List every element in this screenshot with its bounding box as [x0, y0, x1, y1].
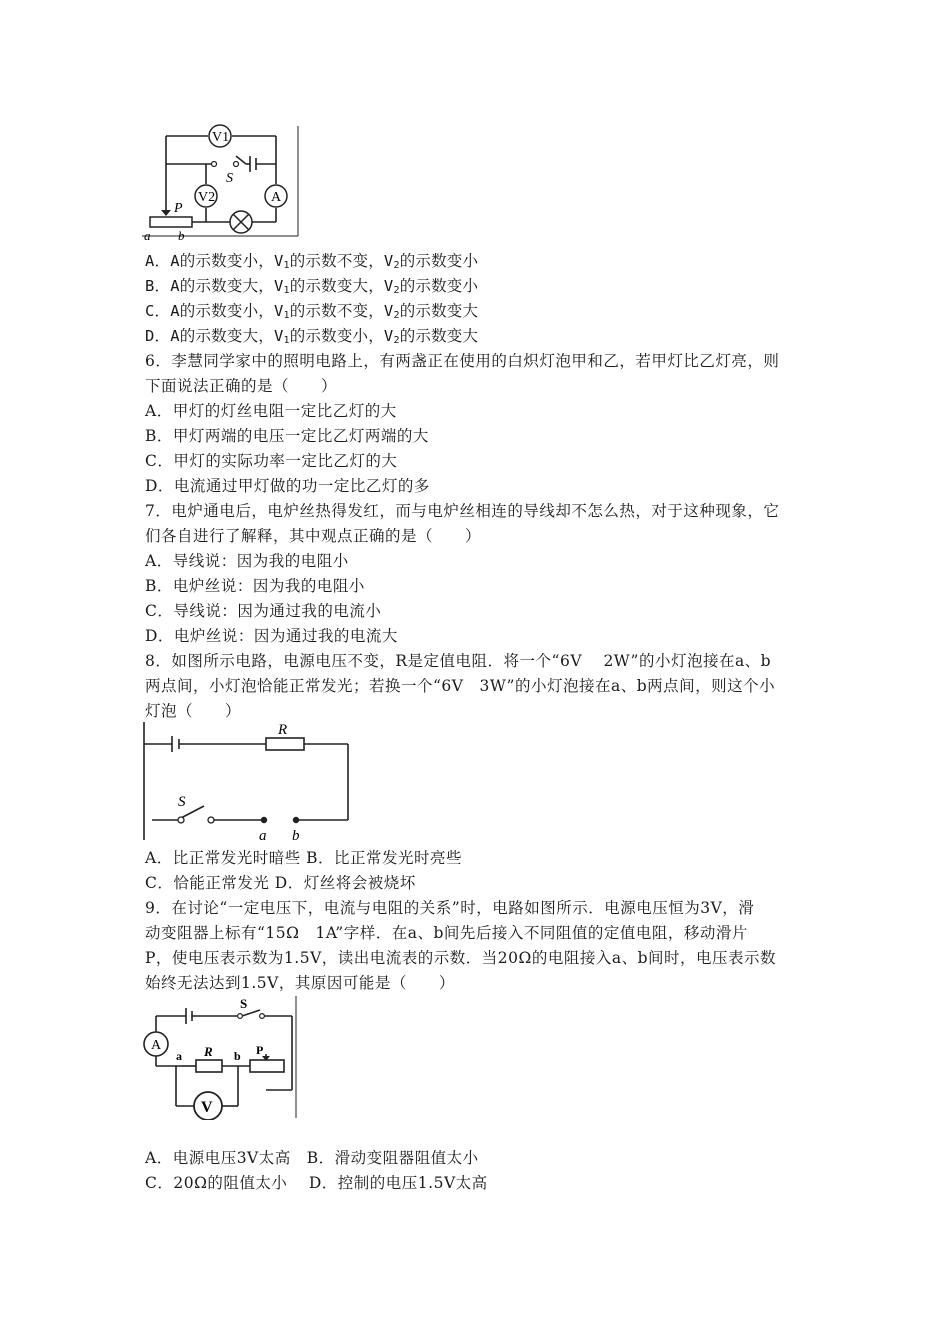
- q5-option-d: D．A的示数变大，$V_1$的示数变小，$V_2$的示数变大: [145, 327, 479, 346]
- q9-stem-line2: 动变阻器上标有“15Ω 1A”字样．在a、b间先后接入不同阻值的定值电阻，移动滑片: [145, 924, 748, 942]
- q9-label-a-meter: A: [151, 1038, 162, 1053]
- label-switch: S: [226, 171, 233, 186]
- q8-label-b: b: [292, 828, 300, 844]
- q8-stem-line2: 两点间，小灯泡恰能正常发光；若换一个“6V 3W”的小灯泡接在a、b两点间，则这个小: [145, 677, 776, 695]
- q8-options-cd: C．恰能正常发光 D．灯丝将会被烧坏: [145, 874, 416, 892]
- q6-stem-line2: 下面说法正确的是（ ）: [145, 377, 338, 395]
- q6-option-c: C．甲灯的实际功率一定比乙灯的大: [145, 452, 398, 470]
- q9-label-b: b: [234, 1049, 241, 1063]
- q9-stem-line1: 9．在讨论“一定电压下，电流与电阻的关系”时，电路如图所示．电源电压恒为3V，滑: [145, 899, 755, 917]
- q9-label-s: S: [240, 996, 248, 1011]
- q9-label-r: R: [204, 1044, 213, 1059]
- q7-stem-line2: 们各自进行了解释，其中观点正确的是（ ）: [145, 527, 482, 545]
- q8-stem-line1: 8．如图所示电路，电源电压不变，R是定值电阻．将一个“6V 2W”的小灯泡接在a、b: [145, 652, 772, 670]
- q8-label-s: S: [178, 794, 186, 810]
- q7-option-a: A．导线说：因为我的电阻小: [145, 552, 349, 570]
- q7-option-b: B．电炉丝说：因为我的电阻小: [145, 577, 365, 595]
- q9-label-v: V: [201, 1099, 213, 1116]
- q9-options-cd: C．20Ω的阻值太小 D．控制的电压1.5V太高: [145, 1174, 488, 1192]
- q7-option-d: D．电炉丝说：因为通过我的电流大: [145, 627, 398, 645]
- label-end-b: b: [178, 228, 185, 242]
- label-slider: P: [174, 201, 183, 216]
- q9-stem-line4: 始终无法达到1.5V，其原因可能是（ ）: [145, 974, 455, 992]
- q5-option-a: A．A的示数变小，$V_1$的示数不变，$V_2$的示数变小: [145, 252, 479, 271]
- q9-options-ab: A．电源电压3V太高 B．滑动变阻器阻值太小: [145, 1149, 479, 1167]
- q9-label-a: a: [176, 1049, 182, 1063]
- q9-label-p: P: [256, 1043, 264, 1057]
- label-end-a: a: [144, 228, 151, 242]
- q5-option-c: C．A的示数变小，$V_1$的示数不变，$V_2$的示数变大: [145, 302, 479, 321]
- circuit-figure-q5: [140, 124, 300, 242]
- q6-stem-line1: 6．李慧同学家中的照明电路上，有两盏正在使用的白炽灯泡甲和乙，若甲灯比乙灯亮，则: [145, 352, 780, 370]
- label-v1: V1: [212, 130, 230, 145]
- q9-stem-line3: P，使电压表示数为1.5V，读出电流表的示数．当20Ω的电阻接入a、b间时，电压表示数: [145, 949, 777, 967]
- q8-stem-line3: 灯泡（ ）: [145, 702, 242, 720]
- q7-option-c: C．导线说：因为通过我的电流小: [145, 602, 382, 620]
- q6-option-b: B．甲灯两端的电压一定比乙灯两端的大: [145, 427, 429, 445]
- q6-option-a: A．甲灯的灯丝电阻一定比乙灯的大: [145, 402, 397, 420]
- label-v2: V2: [198, 190, 216, 205]
- q8-label-r: R: [278, 722, 288, 738]
- q8-options-ab: A．比正常发光时暗些 B．比正常发光时亮些: [145, 849, 463, 867]
- q8-label-a: a: [259, 828, 267, 844]
- q6-option-d: D．电流通过甲灯做的功一定比乙灯的多: [145, 477, 430, 495]
- q5-option-b: B．A的示数变大，$V_1$的示数变大，$V_2$的示数变小: [145, 277, 479, 296]
- label-a-meter: A: [271, 190, 282, 205]
- q7-stem-line1: 7．电炉通电后，电炉丝热得发红，而与电炉丝相连的导线却不怎么热，对于这种现象，它: [145, 502, 780, 520]
- circuit-figure-q9: [142, 994, 300, 1120]
- circuit-figure-q8: [142, 720, 352, 844]
